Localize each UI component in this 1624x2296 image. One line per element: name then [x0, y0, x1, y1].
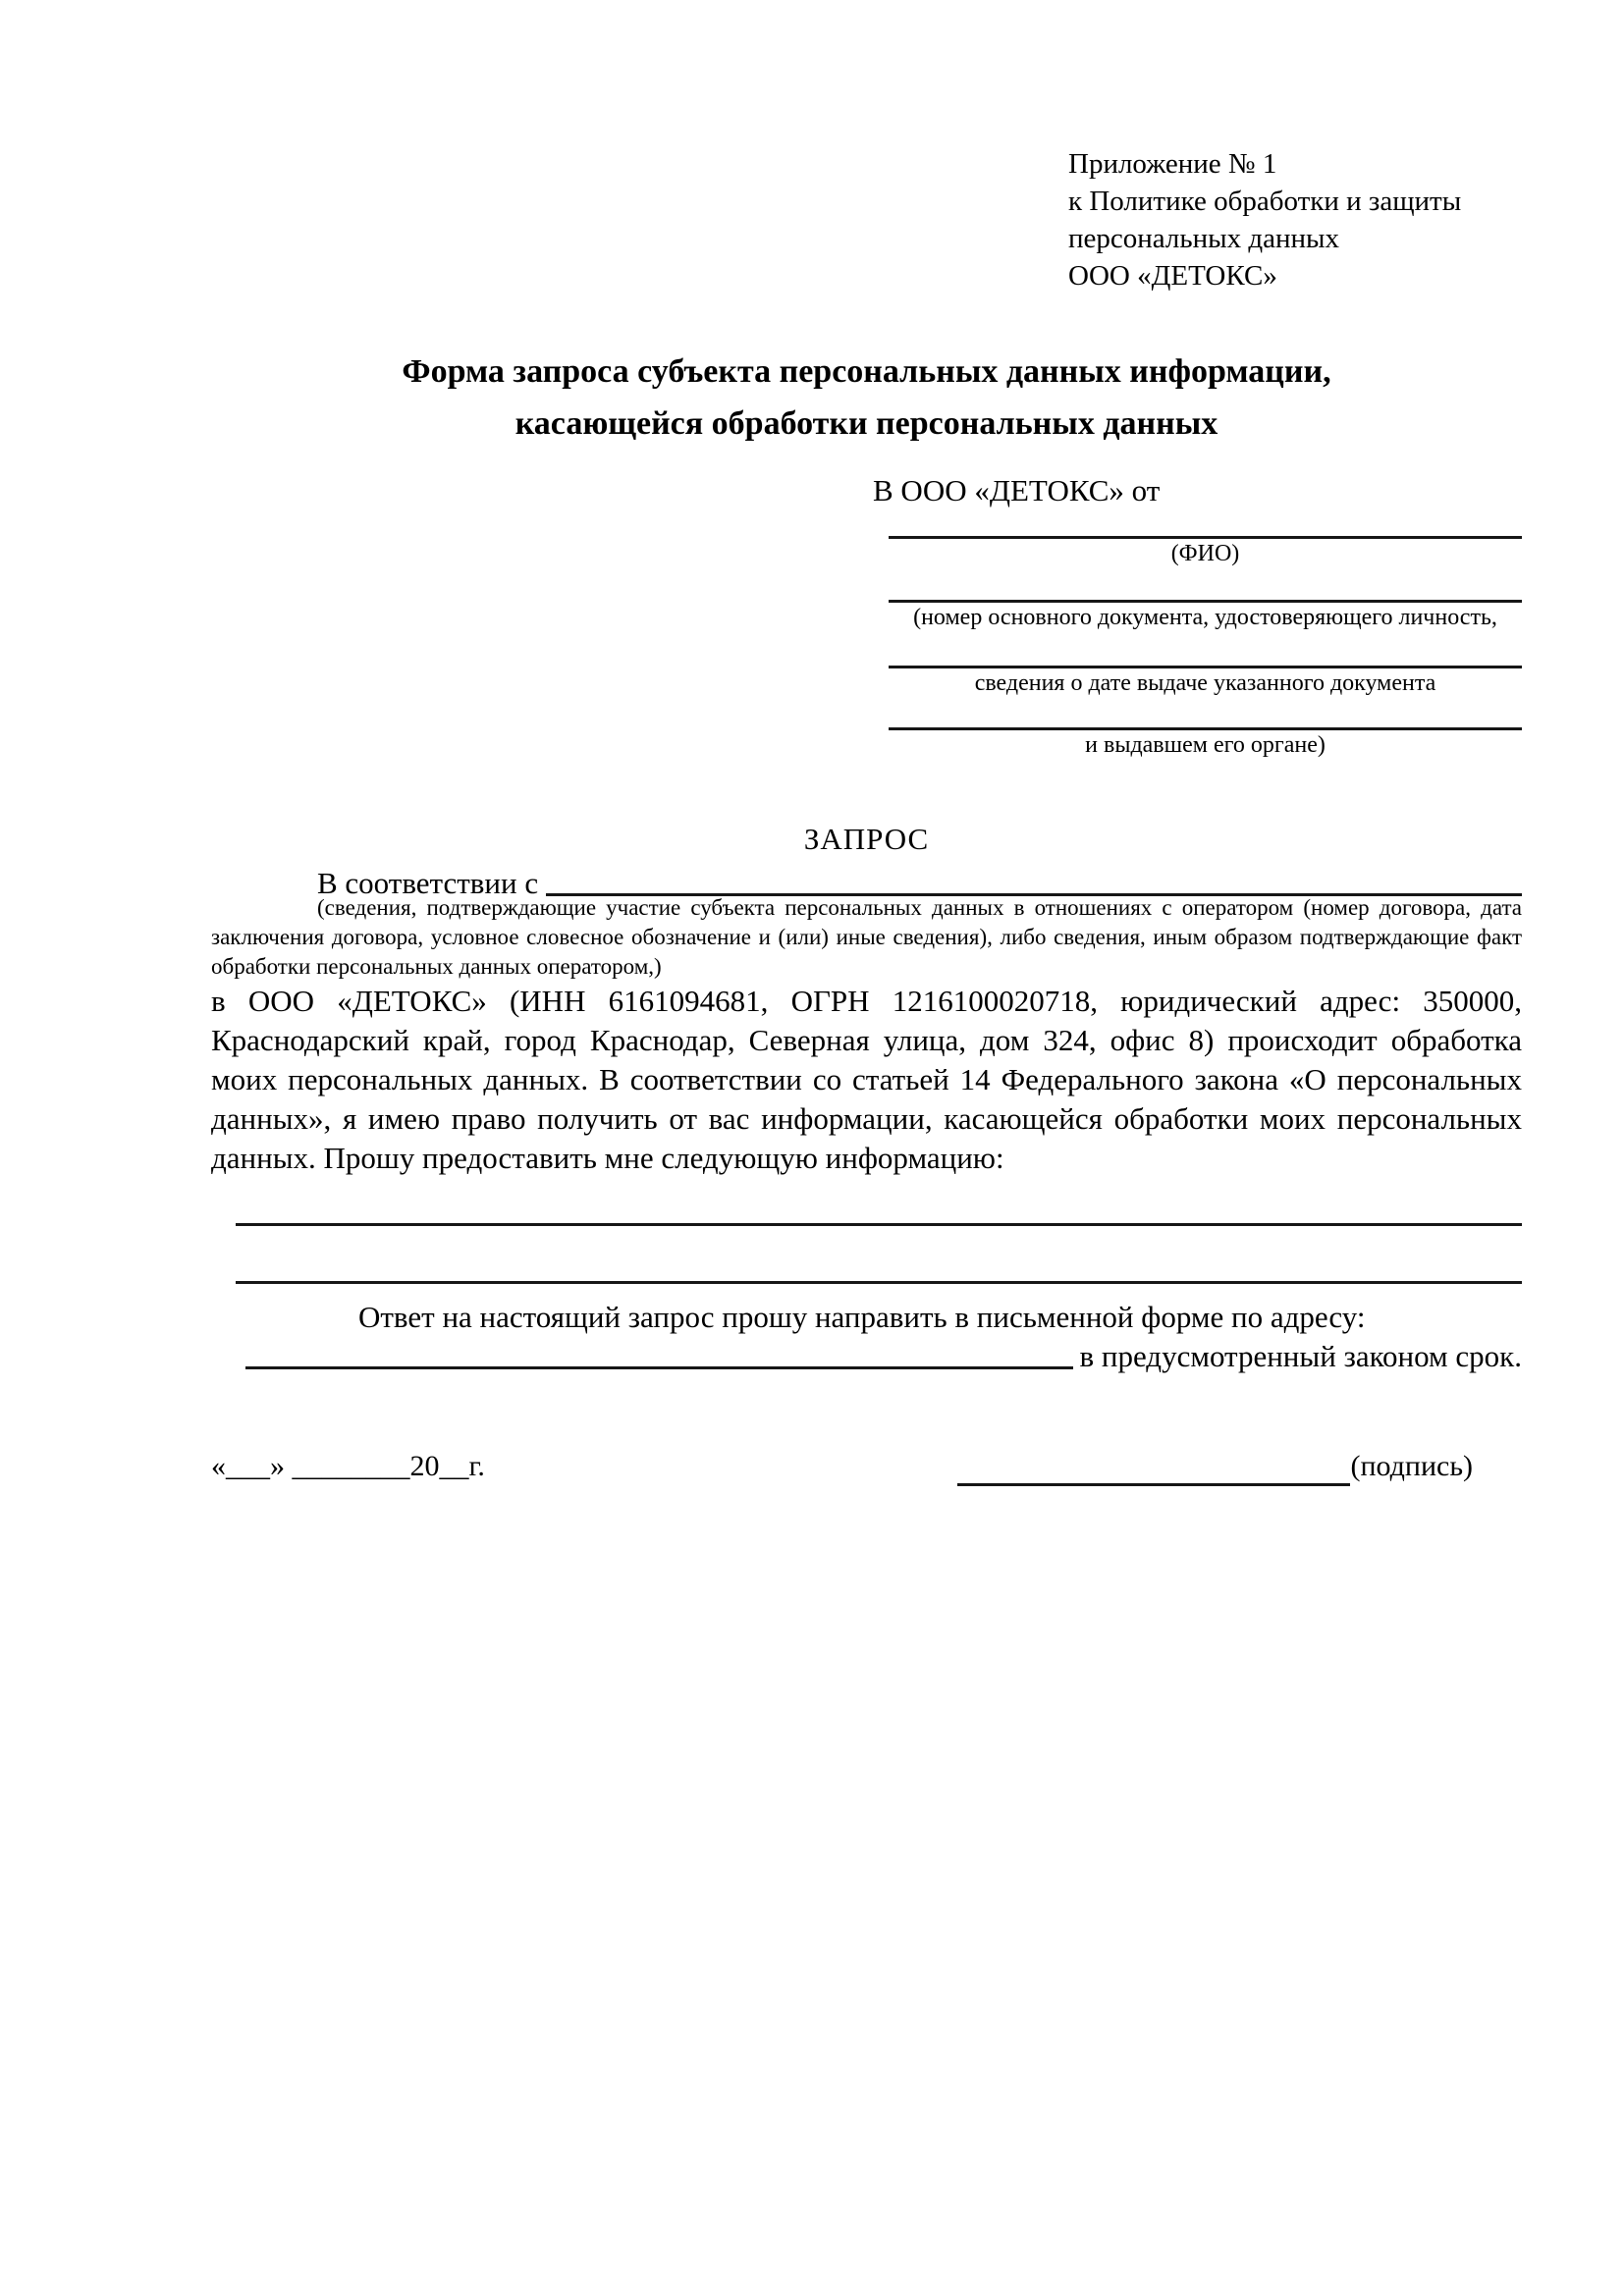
appendix-line: к Политике обработки и защиты	[1068, 186, 1462, 217]
appendix-line: Приложение № 1	[1068, 148, 1277, 180]
reply-tail-text: в предусмотренный законом срок.	[1079, 1339, 1522, 1373]
signature-row	[211, 1447, 1522, 1486]
footnote-text: (сведения, подтверждающие участие субъекта персональных данных в отношениях с оператором (номер договора, дата заключения договора, условное словесное обозначение и (или) иные сведения), либо сведения, иным образом подтверждающие факт обработки персональных данных оператором,)	[211, 895, 1522, 979]
signature-caption: (подпись)	[1350, 1450, 1473, 1482]
info-blank-line-1	[236, 1223, 1522, 1226]
reply-address-row	[211, 1337, 1522, 1376]
request-heading: ЗАПРОС	[803, 822, 930, 856]
date-blank-text: «___» ________20__г.	[211, 1450, 485, 1482]
signature-area	[957, 1447, 1473, 1486]
fio-field-caption: (ФИО)	[1170, 541, 1240, 566]
appendix-line: персональных данных	[1068, 223, 1340, 254]
reply-address-sentence: Ответ на настоящий запрос прошу направить в письменной форме по адресу:	[358, 1300, 1366, 1334]
appendix-line: ООО «ДЕТОКС»	[1068, 260, 1277, 292]
reply-address-fill-line	[245, 1337, 1073, 1369]
lead-in-fill-line	[546, 864, 1522, 896]
document-content	[211, 145, 1522, 1486]
signature-fill-line	[957, 1448, 1350, 1486]
request-body-paragraph: в ООО «ДЕТОКС» (ИНН 6161094681, ОГРН 1216100020718, юридический адрес: 350000, Краснодарский край, город Краснодар, Северная улица, дом 324, офис 8) происходит обработка моих персональных данных. В соответствии со статьей 14 Федерального закона «О персональных данных», я имею право получить от вас информации, касающейся обработки моих персональных данных. Прошу предоставить мне следующую информацию:	[211, 984, 1522, 1175]
appendix-header	[1068, 145, 1522, 294]
form-title-line-2: касающейся обработки персональных данных	[514, 405, 1218, 442]
addressee-block	[873, 471, 1522, 760]
lead-in-text: В соответствии с	[317, 866, 539, 900]
issuing-authority-field-caption: и выдавшем его органе)	[1085, 732, 1326, 758]
form-title	[211, 346, 1522, 450]
form-title-line-1: Форма запроса субъекта персональных данных информации,	[402, 353, 1331, 390]
info-blank-line-2	[236, 1281, 1522, 1284]
document-number-field-caption: (номер основного документа, удостоверяющего личность,	[913, 605, 1497, 630]
addressee-to-line: В ООО «ДЕТОКС» от	[873, 473, 1161, 507]
issue-date-field-caption: сведения о дате выдаче указанного документа	[974, 670, 1436, 696]
